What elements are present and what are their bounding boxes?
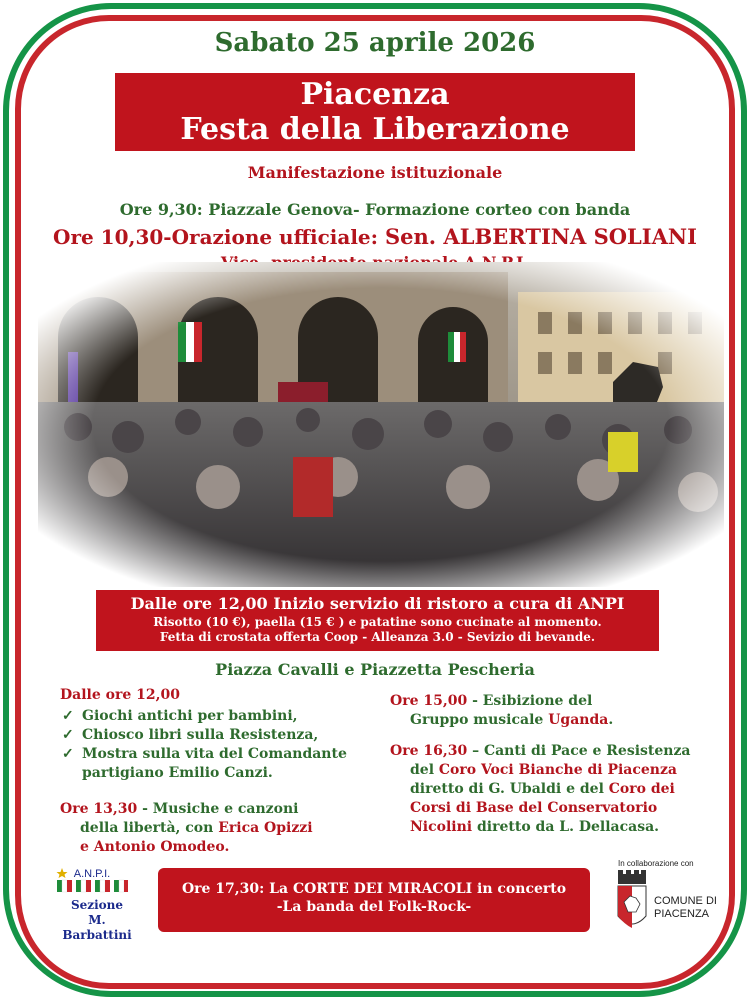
crowd-photo [38, 262, 724, 587]
list-item: ✓ Chiosco libri sulla Resistenza, [62, 727, 319, 743]
event-date: Sabato 25 aprile 2026 [214, 28, 536, 58]
check-icon: ✓ [62, 727, 74, 743]
concert-line1: Ore 17,30: La CORTE DEI MIRACOLI in concerto [181, 881, 567, 897]
event-1630-time: Ore 16,30 [390, 743, 468, 759]
ristoro-line1: Dalle ore 12,00 Inizio servizio di ristoro a cura di ANPI [130, 594, 625, 613]
event-1330-time: Ore 13,30 [60, 801, 138, 817]
castle-icon [618, 870, 646, 884]
left-heading: Dalle ore 12,00 [60, 687, 180, 703]
event-1630: Ore 16,30 – Canti di Pace e Resistenza del Coro Voci Bianche di Piacenza diretto di G. Ubaldi e del Coro dei Corsi di Base del Conservatorio Nicolini diretto da L. Dellacasa. [390, 743, 691, 835]
anpi-logo-text: A.N.P.I. [73, 868, 111, 880]
list-item: ✓ Mostra sulla vita del Comandante [62, 746, 347, 762]
anpi-logo-block [55, 866, 135, 943]
list-item: ✓ Giochi antichi per bambini, [62, 708, 298, 724]
comune-name: COMUNE DI PIACENZA [654, 895, 717, 920]
event-1500: Ore 15,00 - Esibizione del Gruppo musicale Uganda. [390, 693, 614, 728]
ristoro-line3: Fetta di crostata offerta Coop - Alleanza 3.0 - Sevizio di bevande. [159, 630, 596, 644]
ristoro-box [96, 590, 659, 651]
check-icon: ✓ [62, 746, 74, 762]
concert-box [158, 868, 590, 932]
title-box [115, 73, 635, 151]
choir-name: Coro Voci Bianche di Piacenza [438, 762, 678, 778]
manifestazione-label: Manifestazione istituzionale [247, 163, 503, 182]
performer-name: Erica Opizzi [218, 820, 313, 836]
event-1330: Ore 13,30 - Musiche e canzoni della libertà, con Erica Opizzi e Antonio Omodeo. [60, 801, 313, 855]
schedule-1030-prefix: Ore 10,30-Orazione ufficiale: [53, 225, 386, 249]
check-icon: ✓ [62, 708, 74, 724]
schedule-930: Ore 9,30: Piazzale Genova- Formazione corteo con banda [119, 200, 631, 219]
anpi-logo [55, 866, 129, 894]
speaker-name: Sen. ALBERTINA SOLIANI [385, 224, 697, 249]
ristoro-line2: Risotto (10 €), paella (15 € ) e patatine sono cucinate al momento. [153, 615, 602, 629]
band-name: Uganda [548, 712, 609, 728]
anpi-sezione: Sezione [70, 898, 124, 912]
list-item-continued: partigiano Emilio Canzi. [82, 765, 273, 781]
activity-list [62, 707, 362, 783]
city-title: Piacenza [300, 77, 450, 112]
event-title: Festa della Liberazione [180, 112, 570, 147]
collaboration-label: In collaborazione con [618, 859, 694, 868]
concert-line2: -La banda del Folk-Rock- [276, 899, 472, 915]
event-1500-time: Ore 15,00 [390, 693, 468, 709]
anpi-section-name: M. Barbattini [62, 913, 132, 942]
location-title: Piazza Cavalli e Piazzetta Pescheria [215, 660, 535, 679]
schedule-1030 [0, 224, 750, 249]
